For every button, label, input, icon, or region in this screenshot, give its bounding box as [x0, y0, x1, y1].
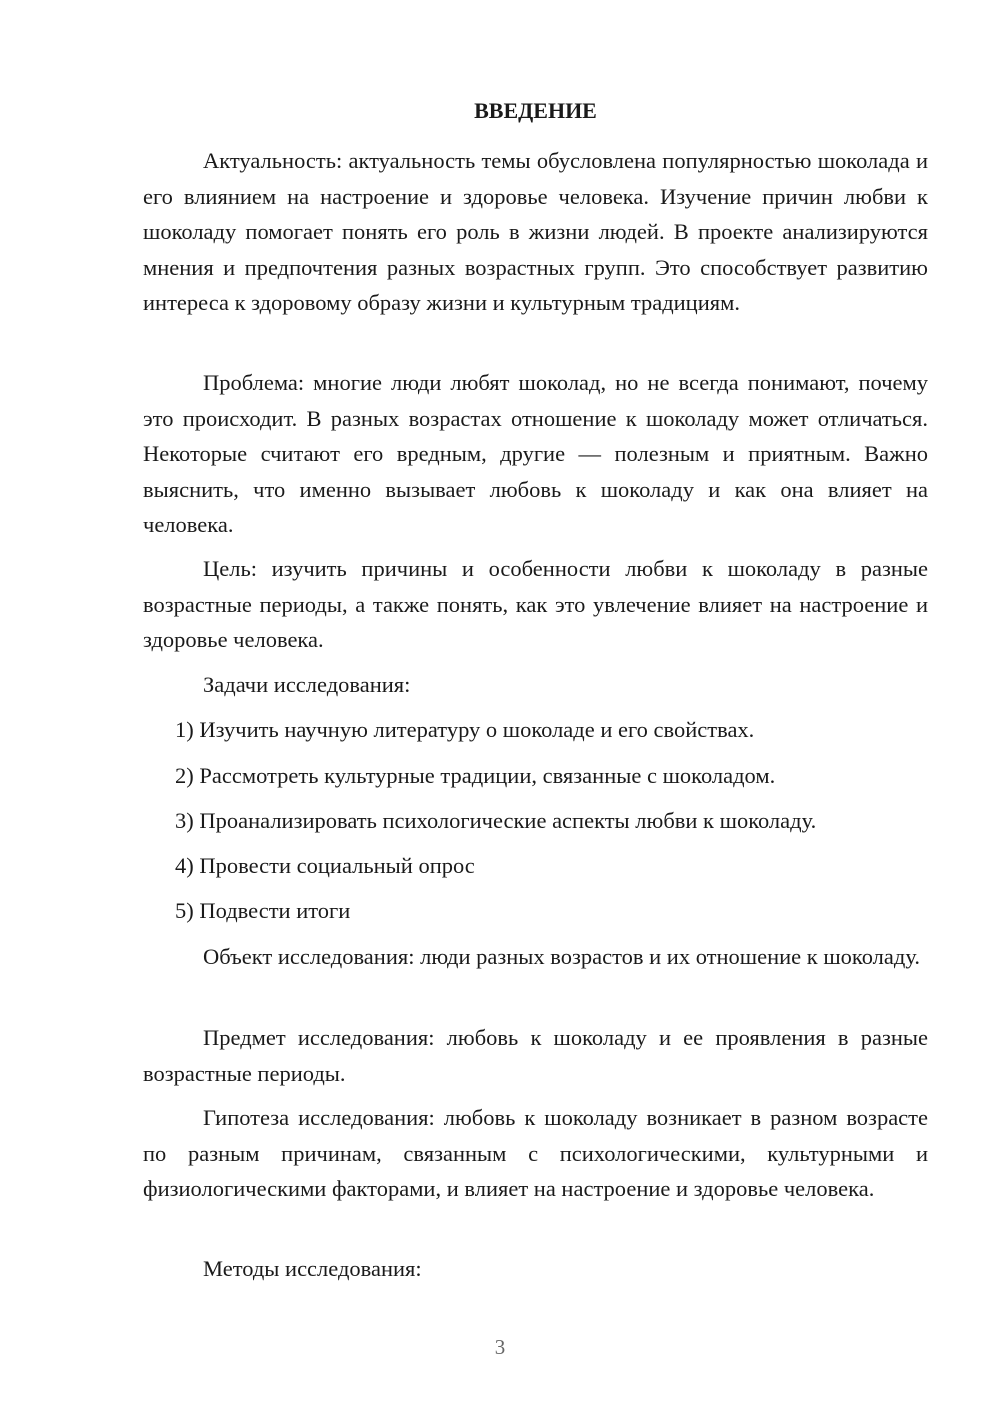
task-item-3: 3) Проанализировать психологические аспекты любви к шоколаду. — [175, 808, 817, 833]
task-item-1: 1) Изучить научную литературу о шоколаде и его свойствах. — [175, 717, 755, 742]
methods-title: Методы исследования: — [203, 1256, 422, 1281]
problem-paragraph: Проблема: многие люди любят шоколад, но не всегда понимают, почему это происходит. В разных возрастах отношение к шоколаду может отличаться. Некоторые считают его вредным, другие — полезным и приятным. Важно выяснить, что именно вызывает любовь к шоколаду и как она влияет на человека. — [143, 370, 928, 537]
task-item-4: 4) Провести социальный опрос — [175, 853, 475, 878]
object-paragraph: Объект исследования: люди разных возрастов и их отношение к шоколаду. — [203, 944, 920, 969]
relevance-paragraph: Актуальность: актуальность темы обусловлена популярностью шоколада и его влиянием на настроение и здоровье человека. Изучение причин любви к шоколаду помогает понять его роль в жизни людей. В проекте анализируются мнения и предпочтения разных возрастных групп. Это способствует развитию интереса к здоровому образу жизни и культурным традициям. — [143, 148, 928, 315]
document-page — [143, 0, 928, 1414]
subject-paragraph: Предмет исследования: любовь к шоколаду и ее проявления в разные возрастные периоды. — [143, 1025, 928, 1086]
goal-paragraph: Цель: изучить причины и особенности любви к шоколаду в разные возрастные периоды, а также понять, как это увлечение влияет на настроение и здоровье человека. — [143, 556, 928, 652]
page-number: 3 — [494, 1335, 506, 1359]
hypothesis-paragraph: Гипотеза исследования: любовь к шоколаду возникает в разном возрасте по разным причинам, связанным с психологическими, культурными и физиологическими факторами, и влияет на настроение и здоровье человека. — [143, 1105, 928, 1201]
section-heading: ВВЕДЕНИЕ — [474, 98, 597, 123]
task-item-2: 2) Рассмотреть культурные традиции, связанные с шоколадом. — [175, 763, 776, 788]
tasks-title: Задачи исследования: — [203, 672, 411, 697]
task-item-5: 5) Подвести итоги — [175, 898, 351, 923]
